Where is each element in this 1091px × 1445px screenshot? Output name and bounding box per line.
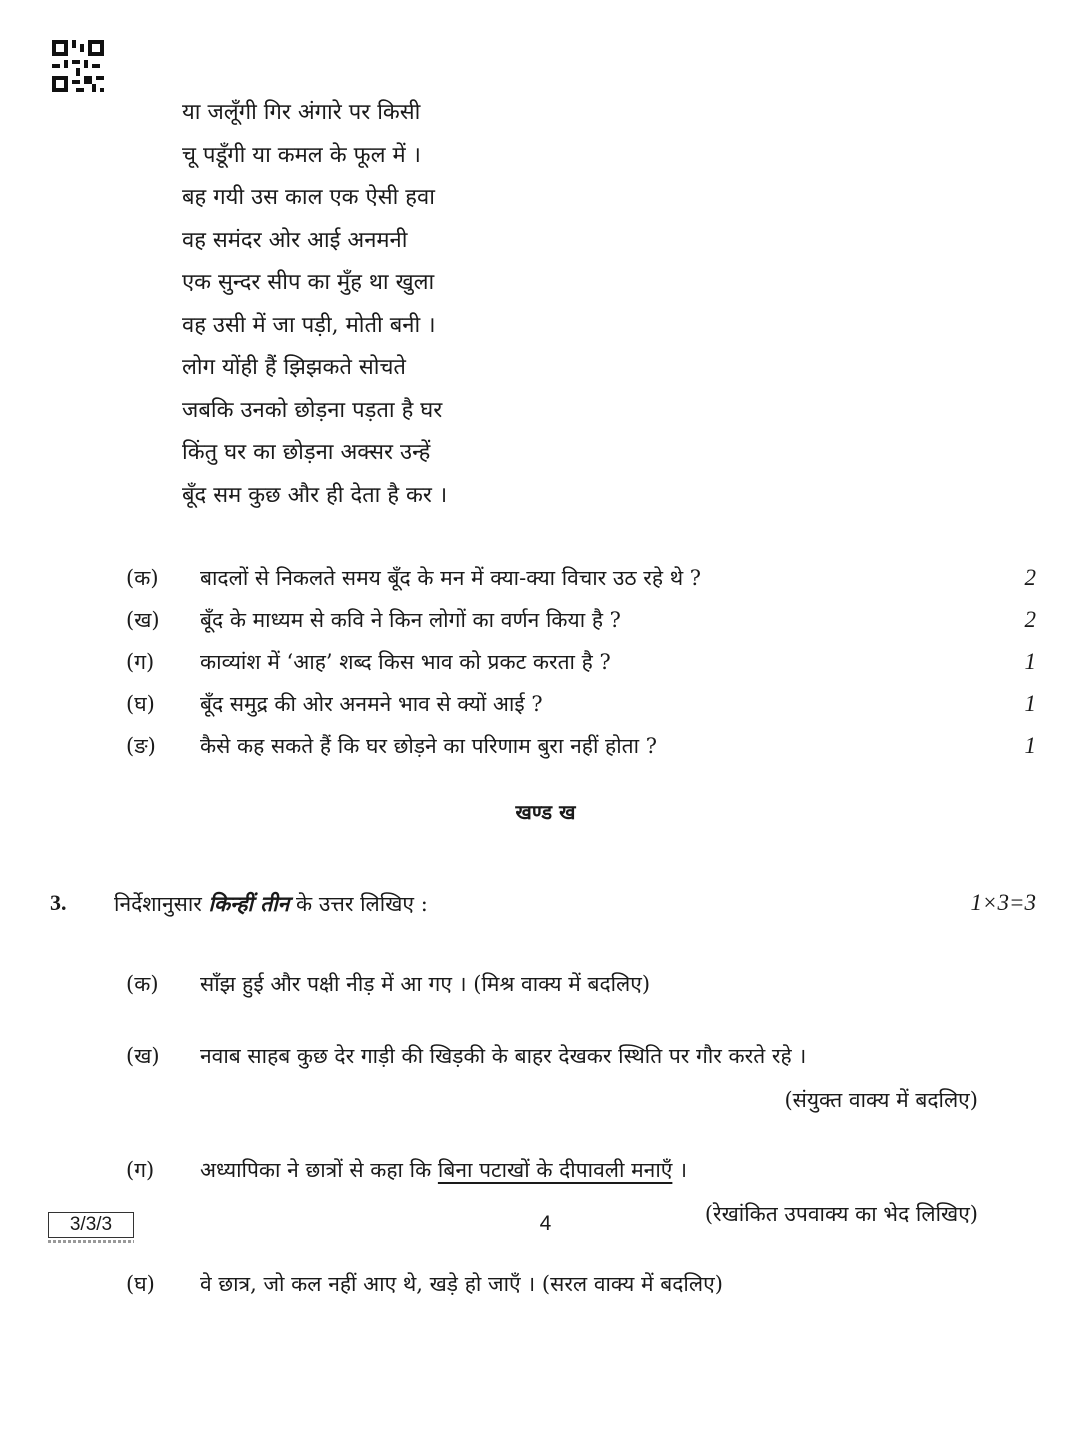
instruction-prefix: निर्देशानुसार [114, 892, 202, 916]
item-label: (क) [126, 972, 159, 996]
item-instruction: (संयुक्त वाक्य में बदलिए) [784, 1088, 978, 1112]
item-text: बादलों से निकलते समय बूँद के मन में क्या-क्या विचार उठ रहे थे ? [200, 566, 702, 590]
question-instruction [114, 890, 428, 918]
text-after: । [679, 1158, 688, 1182]
question-item [126, 644, 1036, 686]
item-marks: 2 [1024, 565, 1036, 590]
poem-line: बूँद सम कुछ और ही देता है कर । [182, 482, 448, 508]
item-marks: 2 [1024, 607, 1036, 632]
page-number: 4 [539, 1212, 552, 1235]
poem-line: जबकि उनको छोड़ना पड़ता है घर [182, 397, 443, 423]
poem-line: वह उसी में जा पड़ी, मोती बनी । [182, 312, 436, 338]
item-label: (क) [126, 566, 159, 590]
item-text [200, 1148, 687, 1192]
section-heading: खण्ड ख [515, 800, 576, 824]
poem-line: एक सुन्दर सीप का मुँह था खुला [182, 270, 435, 295]
item-marks: 1 [1024, 691, 1036, 716]
poem-line: वह समंदर ओर आई अनमनी [182, 227, 408, 253]
item-label: (ख) [126, 1044, 160, 1068]
item-text: कैसे कह सकते हैं कि घर छोड़ने का परिणाम बुरा नहीं होता ? [200, 734, 657, 758]
poem-line: बह गयी उस काल एक ऐसी हवा [182, 185, 435, 210]
item-label: (ग) [126, 1158, 155, 1182]
item-label: (ङ) [126, 734, 156, 758]
question-number: 3. [50, 890, 67, 915]
question-item [126, 560, 1036, 602]
item-label: (घ) [126, 1272, 155, 1296]
question-item [126, 728, 1036, 770]
question-item [126, 686, 1036, 728]
item-text: वे छात्र, जो कल नहीं आए थे, खड़े हो जाएँ । (सरल वाक्य में बदलिए) [200, 1272, 723, 1296]
item-text: साँझ हुई और पक्षी नीड़ में आ गए । (मिश्र वाक्य में बदलिए) [200, 972, 651, 996]
item-text: नवाब साहब कुछ देर गाड़ी की खिड़की के बाहर देखकर स्थिति पर गौर करते रहे । [200, 1044, 807, 1068]
item-text: बूँद समुद्र की ओर अनमने भाव से क्यों आई ? [200, 692, 543, 716]
instruction-emphasis: किन्हीं तीन [208, 891, 290, 916]
item-instruction: (रेखांकित उपवाक्य का भेद लिखिए) [704, 1202, 978, 1226]
poem-stanza [182, 92, 447, 517]
item-label: (घ) [126, 692, 155, 716]
poem-line: लोग योंही हैं झिझकते सोचते [182, 355, 406, 380]
poem-line: चू पडूँगी या कमल के फूल में । [182, 142, 421, 168]
poem-line: किंतु घर का छोड़ना अक्सर उन्हें [182, 440, 431, 465]
item-text: बूँद के माध्यम से कवि ने किन लोगों का वर्णन किया है ? [200, 608, 621, 632]
item-label: (ग) [126, 650, 155, 674]
question-2-subparts [126, 560, 1036, 770]
poem-line: या जलूँगी गिर अंगारे पर किसी [182, 100, 421, 125]
item-label: (ख) [126, 608, 160, 632]
instruction-suffix: के उत्तर लिखिए : [296, 892, 428, 916]
paper-code: 3/3/3 [48, 1212, 134, 1238]
text-before: अध्यापिका ने छात्रों से कहा कि [200, 1158, 432, 1182]
question-item [126, 602, 1036, 644]
code-strip [48, 1240, 134, 1243]
item-marks: 1 [1024, 733, 1036, 758]
item-text: काव्यांश में ‘आह’ शब्द किस भाव को प्रकट करता है ? [200, 650, 611, 674]
question-marks: 1×3=3 [970, 890, 1036, 915]
qr-code-icon [52, 40, 104, 92]
item-marks: 1 [1024, 649, 1036, 674]
underlined-clause: बिना पटाखों के दीपावली मनाएँ [437, 1158, 673, 1182]
